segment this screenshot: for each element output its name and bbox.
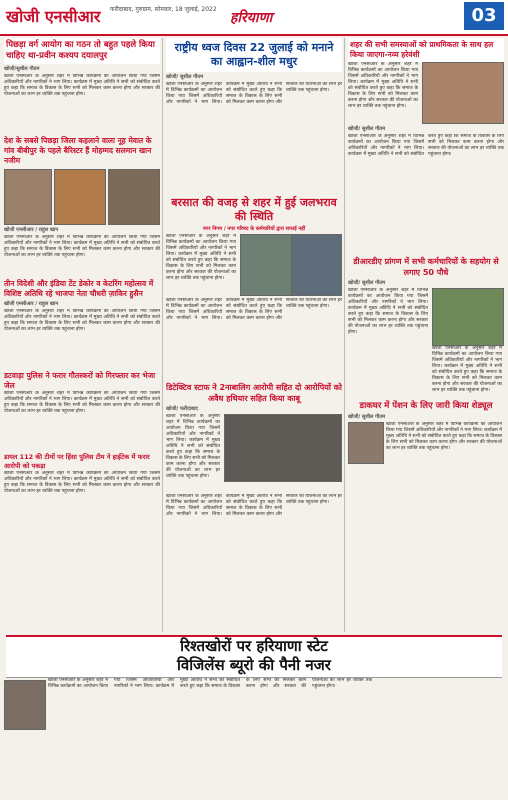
photo-vigilance xyxy=(4,680,46,730)
photo-plantation xyxy=(432,288,504,346)
right-headline-3: डाकघर में पेंशन के लिए जारी किया शेड्यूल xyxy=(359,401,493,411)
left-photo-row xyxy=(4,169,160,225)
photo-people xyxy=(4,169,52,225)
left-body-3: खोजी एनसीआर के अनुसार शहर में विभिन्न कार्यक्रमों का आयोजन किया गया जिसमें अधिकारियों और नागरिकों ने भाग लिया। कार्यक्रम में मुख्य अतिथि ने सभी को संबोधित करते हुए कहा कि समाज के विकास के लिए सभी को मिलकर काम करना होगा और सरकार की योजनाओं का लाभ हर व्यक्ति तक पहुंचाना होगा। xyxy=(4,309,160,332)
photo-postman xyxy=(348,422,384,464)
right-column xyxy=(348,38,504,632)
left-headline-1: पिछड़ा वर्ग आयोग का गठन तो बहुत पहले किया चाहिए था-प्रवीन कश्यप दयालपुर xyxy=(4,38,160,64)
column-divider-1 xyxy=(162,38,163,632)
photo-portrait xyxy=(54,169,106,225)
left-body-1: खोजी एनसीआर के अनुसार शहर में विभिन्न कार्यक्रमों का आयोजन किया गया जिसमें अधिकारियों और नागरिकों ने भाग लिया। कार्यक्रम में मुख्य अतिथि ने सभी को संबोधित करते हुए कहा कि समाज के विकास के लिए सभी को मिलकर काम करना होगा और सरकार की योजनाओं का लाभ हर व्यक्ति तक पहुंचाना होगा। xyxy=(4,74,160,97)
center-body-4: खोजी एनसीआर के अनुसार शहर में विभिन्न कार्यक्रमों का आयोजन किया गया जिसमें अधिकारियों और नागरिकों ने भाग लिया। कार्यक्रम में मुख्य अतिथि ने सभी को संबोधित करते हुए कहा कि समाज के विकास के लिए सभी को मिलकर काम करना होगा और सरकार की योजनाओं का लाभ हर व्यक्ति तक पहुंचाना होगा। xyxy=(166,414,220,479)
left-body-5: खोजी एनसीआर के अनुसार शहर में विभिन्न कार्यक्रमों का आयोजन किया गया जिसमें अधिकारियों और नागरिकों ने भाग लिया। कार्यक्रम में मुख्य अतिथि ने सभी को संबोधित करते हुए कहा कि समाज के विकास के लिए सभी को मिलकर काम करना होगा और सरकार की योजनाओं का लाभ हर व्यक्ति तक पहुंचाना होगा। xyxy=(4,471,160,494)
right-body-5: खोजी एनसीआर के अनुसार शहर में विभिन्न कार्यक्रमों का आयोजन किया गया जिसमें अधिकारियों और नागरिकों ने भाग लिया। कार्यक्रम में मुख्य अतिथि ने सभी को संबोधित करते हुए कहा कि समाज के विकास के लिए सभी को मिलकर काम करना होगा और सरकार की योजनाओं का लाभ हर व्यक्ति तक पहुंचाना होगा। xyxy=(386,422,502,451)
center-body-3: खोजी एनसीआर के अनुसार शहर में विभिन्न कार्यक्रमों का आयोजन किया गया जिसमें अधिकारियों और नागरिकों ने भाग लिया। कार्यक्रम में मुख्य अतिथि ने सभी को संबोधित करते हुए कहा कि समाज के विकास के लिए सभी को मिलकर काम करना होगा और सरकार की योजनाओं का लाभ हर व्यक्ति तक पहुंचाना होगा। xyxy=(166,298,342,321)
bottom-body-1: खोजी एनसीआर के अनुसार शहर में विभिन्न कार्यक्रमों का आयोजन किया गया जिसमें अधिकारियों और नागरिकों ने भाग लिया। कार्यक्रम में मुख्य अतिथि ने सभी को संबोधित करते हुए कहा कि समाज के विकास के लिए सभी को मिलकर काम करना होगा और सरकार की योजनाओं का लाभ हर व्यक्ति तक पहुंचाना होगा। xyxy=(48,678,372,689)
right-body-4: खोजी एनसीआर के अनुसार शहर में विभिन्न कार्यक्रमों का आयोजन किया गया जिसमें अधिकारियों और नागरिकों ने भाग लिया। कार्यक्रम में मुख्य अतिथि ने सभी को संबोधित करते हुए कहा कि समाज के विकास के लिए सभी को मिलकर काम करना होगा और सरकार की योजनाओं का लाभ हर व्यक्ति तक पहुंचाना होगा। xyxy=(432,346,502,393)
center-body-1: खोजी एनसीआर के अनुसार शहर में विभिन्न कार्यक्रमों का आयोजन किया गया जिसमें अधिकारियों और नागरिकों ने भाग लिया। कार्यक्रम में मुख्य अतिथि ने सभी को संबोधित करते हुए कहा कि समाज के विकास के लिए सभी को मिलकर काम करना होगा और सरकार की योजनाओं का लाभ हर व्यक्ति तक पहुंचाना होगा। xyxy=(166,82,342,105)
center-headline-2: बरसात की वजह से शहर में हुई जलभराव की स्थिति xyxy=(171,196,337,223)
masthead xyxy=(0,0,508,36)
right-byline-2: खोजी/ सुशील गौतम xyxy=(348,280,386,286)
center-photo-row xyxy=(166,234,342,296)
dateline: फरीदाबाद, गुरुग्राम, सोमवार, 18 जुलाई, 2022 xyxy=(110,6,217,13)
right-photo-row-2 xyxy=(348,288,504,398)
left-byline-2: खोजी एनसीआर / राहुल खान xyxy=(4,227,59,233)
bottom-banner xyxy=(6,635,502,678)
right-byline-1: खोजी/ सुशील गौतम xyxy=(348,126,386,132)
right-photo-row-3 xyxy=(348,422,504,522)
right-body-2: खोजी एनसीआर के अनुसार शहर में विभिन्न कार्यक्रमों का आयोजन किया गया जिसमें अधिकारियों और नागरिकों ने भाग लिया। कार्यक्रम में मुख्य अतिथि ने सभी को संबोधित करते हुए कहा कि समाज के विकास के लिए सभी को मिलकर काम करना होगा और सरकार की योजनाओं का लाभ हर व्यक्ति तक पहुंचाना होगा। xyxy=(348,134,504,157)
center-column xyxy=(166,38,342,632)
center-subhead-2: नगर निगम / नगर परिषद के कर्मचारियों द्वारा सफाई नहीं xyxy=(202,226,306,232)
section-title: हरियाणा xyxy=(230,10,273,26)
left-headline-5: डायल 112 की टीमों पर हिंसा पुलिस टीम ने हाईटेक में फरार आरोपी को पकड़ा xyxy=(4,453,150,470)
right-byline-3: खोजी/ सुशील गौतम xyxy=(348,414,386,420)
left-byline-1: खोजी/सुशील गौतम xyxy=(4,66,40,72)
center-headline-3: डिटेक्टिव स्टाफ ने 2नाबालिग आरोपी सहित दो आरोपियों को अवैध हथियार सहित किया काबू xyxy=(166,383,342,403)
left-column xyxy=(4,38,160,632)
right-body-1: खोजी एनसीआर के अनुसार शहर में विभिन्न कार्यक्रमों का आयोजन किया गया जिसमें अधिकारियों और नागरिकों ने भाग लिया। कार्यक्रम में मुख्य अतिथि ने सभी को संबोधित करते हुए कहा कि समाज के विकास के लिए सभी को मिलकर काम करना होगा और सरकार की योजनाओं का लाभ हर व्यक्ति तक पहुंचाना होगा। xyxy=(348,62,418,109)
center-byline-1: खोजी/ सुशील गौतम xyxy=(166,74,204,80)
center-byline-3: खोजी/ फरीदाबाद xyxy=(166,406,198,412)
bottom-headline-1: रिश्तखोरों पर हरियाणा स्टेट xyxy=(180,637,328,655)
photo-group xyxy=(108,169,160,225)
left-headline-4: डटवाड़ा पुलिस ने फरार गौतस्करों को गिरफ्तार कर भेजा जेल xyxy=(4,371,156,390)
left-body-4: खोजी एनसीआर के अनुसार शहर में विभिन्न कार्यक्रमों का आयोजन किया गया जिसमें अधिकारियों और नागरिकों ने भाग लिया। कार्यक्रम में मुख्य अतिथि ने सभी को संबोधित करते हुए कहा कि समाज के विकास के लिए सभी को मिलकर काम करना होगा और सरकार की योजनाओं का लाभ हर व्यक्ति तक पहुंचाना होगा। xyxy=(4,391,160,414)
center-body-5: खोजी एनसीआर के अनुसार शहर में विभिन्न कार्यक्रमों का आयोजन किया गया जिसमें अधिकारियों और नागरिकों ने भाग लिया। कार्यक्रम में मुख्य अतिथि ने सभी को संबोधित करते हुए कहा कि समाज के विकास के लिए सभी को मिलकर काम करना होगा और सरकार की योजनाओं का लाभ हर व्यक्ति तक पहुंचाना होगा। xyxy=(166,494,342,517)
center-body-2: खोजी एनसीआर के अनुसार शहर में विभिन्न कार्यक्रमों का आयोजन किया गया जिसमें अधिकारियों और नागरिकों ने भाग लिया। कार्यक्रम में मुख्य अतिथि ने सभी को संबोधित करते हुए कहा कि समाज के विकास के लिए सभी को मिलकर काम करना होगा और सरकार की योजनाओं का लाभ हर व्यक्ति तक पहुंचाना होगा। xyxy=(166,234,236,281)
left-byline-3: खोजी एनसीआर / राहुल खान xyxy=(4,301,59,307)
photo-official xyxy=(422,62,504,124)
photo-accused xyxy=(224,414,342,482)
right-headline-2: डीआरडीए प्रांगण में सभी कर्मचारियों के सहयोग से लगाए 50 पौधे xyxy=(353,257,499,277)
left-headline-2: देश के सबसे पिछड़ा जिला कहलाने वाला नूह मेवात के गांव बीबीपुर के पहले बैरिस्टर हैं मोहम्मद सलमान खान नजीम xyxy=(4,136,152,165)
photo-flood-street xyxy=(292,234,342,296)
left-headline-3: तीन विदेशी और इंडिया टेंट डेकोर व केटरिंग महोत्सव में विशिष्ट अतिथि रहे भाजपा नेता चौधरी ज़ाकिर हुसैन xyxy=(4,279,154,298)
right-headline-1: शहर की सभी समस्याओं को प्राथमिकता के साथ हल किया जाएगा-नव्य हरेवंशी xyxy=(348,38,504,62)
center-headline-1: राष्ट्रीय ध्वज दिवस 22 जुलाई को मनाने का आह्वान-शील मधुर xyxy=(166,38,342,72)
right-photo-row xyxy=(348,62,504,124)
photo-waterlogging xyxy=(240,234,292,296)
right-body-3: खोजी एनसीआर के अनुसार शहर में विभिन्न कार्यक्रमों का आयोजन किया गया जिसमें अधिकारियों और नागरिकों ने भाग लिया। कार्यक्रम में मुख्य अतिथि ने सभी को संबोधित करते हुए कहा कि समाज के विकास के लिए सभी को मिलकर काम करना होगा और सरकार की योजनाओं का लाभ हर व्यक्ति तक पहुंचाना होगा। xyxy=(348,288,428,335)
page-number: 03 xyxy=(464,2,504,30)
column-divider-2 xyxy=(344,38,345,632)
center-photo-row-2 xyxy=(166,414,342,494)
bottom-articles xyxy=(4,678,504,796)
left-body-2: खोजी एनसीआर के अनुसार शहर में विभिन्न कार्यक्रमों का आयोजन किया गया जिसमें अधिकारियों और नागरिकों ने भाग लिया। कार्यक्रम में मुख्य अतिथि ने सभी को संबोधित करते हुए कहा कि समाज के विकास के लिए सभी को मिलकर काम करना होगा और सरकार की योजनाओं का लाभ हर व्यक्ति तक पहुंचाना होगा। xyxy=(4,235,160,258)
bottom-headline-2: विजिलेंस ब्यूरो की पैनी नजर xyxy=(177,656,331,674)
newspaper-logo: खोजी एनसीआर xyxy=(6,7,101,26)
